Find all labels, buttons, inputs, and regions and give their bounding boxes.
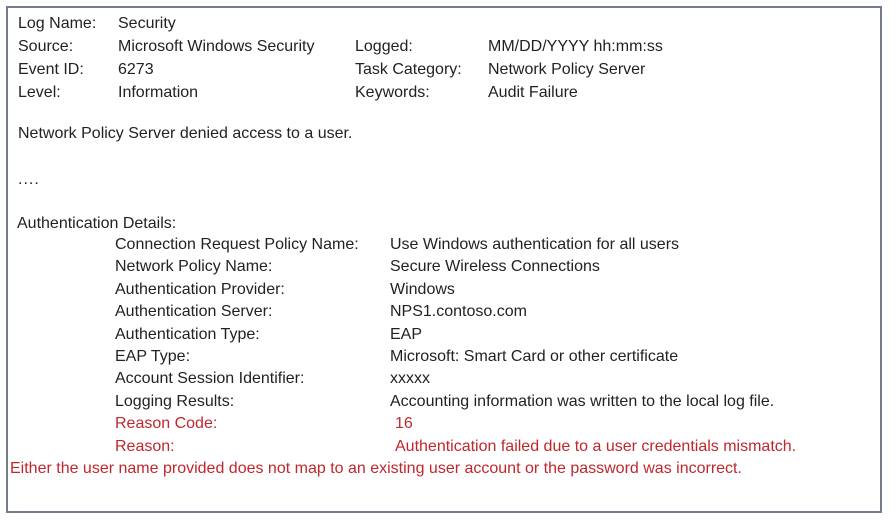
- header-row-level-keywords: [18, 81, 880, 104]
- detail-label: Reason:: [115, 437, 175, 455]
- logged-label: Logged:: [355, 38, 413, 55]
- detail-row-account-session-identifier: [8, 368, 880, 390]
- detail-label: Network Policy Name:: [115, 258, 273, 276]
- detail-row-connection-request-policy: [8, 234, 880, 256]
- detail-label: Account Session Identifier:: [115, 370, 305, 388]
- header-spacer: [488, 12, 880, 35]
- detail-value: EAP: [390, 325, 423, 343]
- level-value: Information: [118, 84, 199, 101]
- detail-value: Use Windows authentication for all users: [390, 236, 680, 253]
- keywords-label: Keywords:: [355, 84, 430, 101]
- detail-value: Windows: [390, 280, 455, 298]
- detail-value: Accounting information was written to the local log file.: [390, 392, 775, 410]
- level-label: Level:: [18, 84, 61, 101]
- detail-label: Connection Request Policy Name:: [115, 236, 359, 253]
- source-label: Source:: [18, 38, 74, 55]
- authentication-details-list: [8, 234, 880, 458]
- detail-label: Authentication Type:: [115, 325, 260, 343]
- log-name-value: Security: [118, 15, 176, 32]
- detail-row-authentication-type: [8, 324, 880, 346]
- task-category-label: Task Category:: [355, 61, 462, 78]
- header-row-log-name: [18, 12, 880, 35]
- keywords-value: Audit Failure: [488, 84, 578, 101]
- detail-label: Logging Results:: [115, 392, 235, 410]
- header-spacer: [355, 12, 488, 35]
- task-category-value: Network Policy Server: [488, 61, 646, 78]
- detail-row-network-policy-name: [8, 256, 880, 278]
- detail-row-reason-code: [8, 413, 880, 435]
- detail-value: NPS1.contoso.com: [390, 303, 527, 321]
- detail-label: Reason Code:: [115, 415, 218, 433]
- detail-row-eap-type: [8, 346, 880, 368]
- detail-label: Authentication Server:: [115, 303, 273, 321]
- detail-value: 16: [395, 415, 413, 433]
- detail-label: EAP Type:: [115, 347, 191, 365]
- detail-value: Secure Wireless Connections: [390, 258, 600, 276]
- authentication-details-title: Authentication Details:: [17, 215, 177, 232]
- header-row-source-logged: [18, 35, 880, 58]
- event-description: Network Policy Server denied access to a user.: [18, 125, 353, 142]
- detail-value: Microsoft: Smart Card or other certificate: [390, 347, 679, 365]
- event-id-label: Event ID:: [18, 61, 84, 78]
- detail-row-reason: [8, 436, 880, 458]
- detail-row-logging-results: [8, 391, 880, 413]
- logged-value: MM/DD/YYYY hh:mm:ss: [488, 38, 663, 55]
- detail-value: xxxxx: [390, 370, 430, 388]
- reason-explanation-note: Either the user name provided does not map to an existing user account or the password was incorrect.: [10, 459, 742, 477]
- event-header: [8, 8, 880, 104]
- event-log-panel: [6, 6, 882, 513]
- source-value: Microsoft Windows Security: [118, 38, 315, 55]
- detail-row-authentication-provider: [8, 279, 880, 301]
- detail-value: Authentication failed due to a user credentials mismatch.: [395, 437, 797, 455]
- event-id-value: 6273: [118, 61, 154, 78]
- header-row-eventid-taskcategory: [18, 58, 880, 81]
- detail-row-authentication-server: [8, 301, 880, 323]
- truncation-ellipsis: ....: [18, 171, 40, 188]
- log-name-label: Log Name:: [18, 15, 97, 32]
- detail-label: Authentication Provider:: [115, 280, 285, 298]
